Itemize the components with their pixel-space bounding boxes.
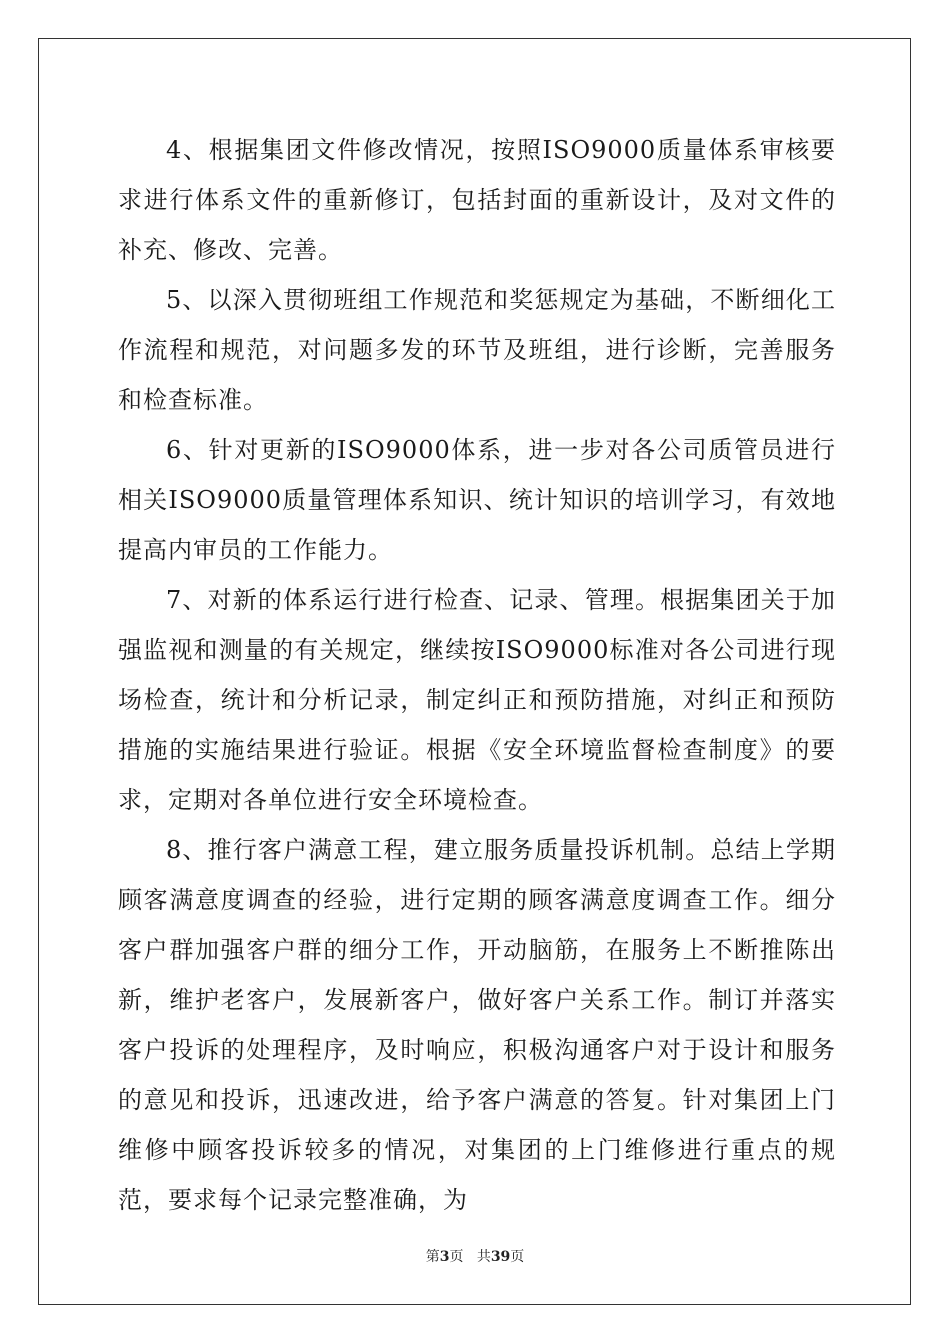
page-suffix: 页	[449, 1249, 464, 1265]
page-prefix: 第	[425, 1249, 440, 1265]
total-pages: 39	[490, 1249, 511, 1265]
paragraph-item-4: 4、根据集团文件修改情况，按照ISO9000质量体系审核要求进行体系文件的重新修订，包括封面的重新设计，及对文件的补充、修改、完善。	[118, 136, 836, 264]
paragraph-item-5: 5、以深入贯彻班组工作规范和奖惩规定为基础，不断细化工作流程和规范，对问题多发的环节及班组，进行诊断，完善服务和检查标准。	[118, 286, 836, 414]
paragraph-item-6: 6、针对更新的ISO9000体系，进一步对各公司质管员进行相关ISO9000质量管理体系知识、统计知识的培训学习，有效地提高内审员的工作能力。	[118, 436, 836, 564]
total-prefix: 共	[476, 1249, 491, 1265]
total-suffix: 页	[510, 1249, 525, 1265]
paragraph-item-8: 8、推行客户满意工程，建立服务质量投诉机制。总结上学期顾客满意度调查的经验，进行定期的顾客满意度调查工作。细分客户群加强客户群的细分工作，开动脑筋，在服务上不断推陈出新，维护老客户，发展新客户，做好客户关系工作。制订并落实客户投诉的处理程序，及时响应，积极沟通客户对于设计和服务的意见和投诉，迅速改进，给予客户满意的答复。针对集团上门维修中顾客投诉较多的情况，对集团的上门维修进行重点的规范，要求每个记录完整准确，为	[118, 836, 836, 1214]
page-number: 3	[439, 1249, 450, 1265]
document-body	[118, 125, 836, 1225]
page-footer	[0, 1246, 950, 1266]
paragraph-item-7: 7、对新的体系运行进行检查、记录、管理。根据集团关于加强监视和测量的有关规定，继续按ISO9000标准对各公司进行现场检查，统计和分析记录，制定纠正和预防措施，对纠正和预防措施的实施结果进行验证。根据《安全环境监督检查制度》的要求，定期对各单位进行安全环境检查。	[118, 586, 836, 814]
